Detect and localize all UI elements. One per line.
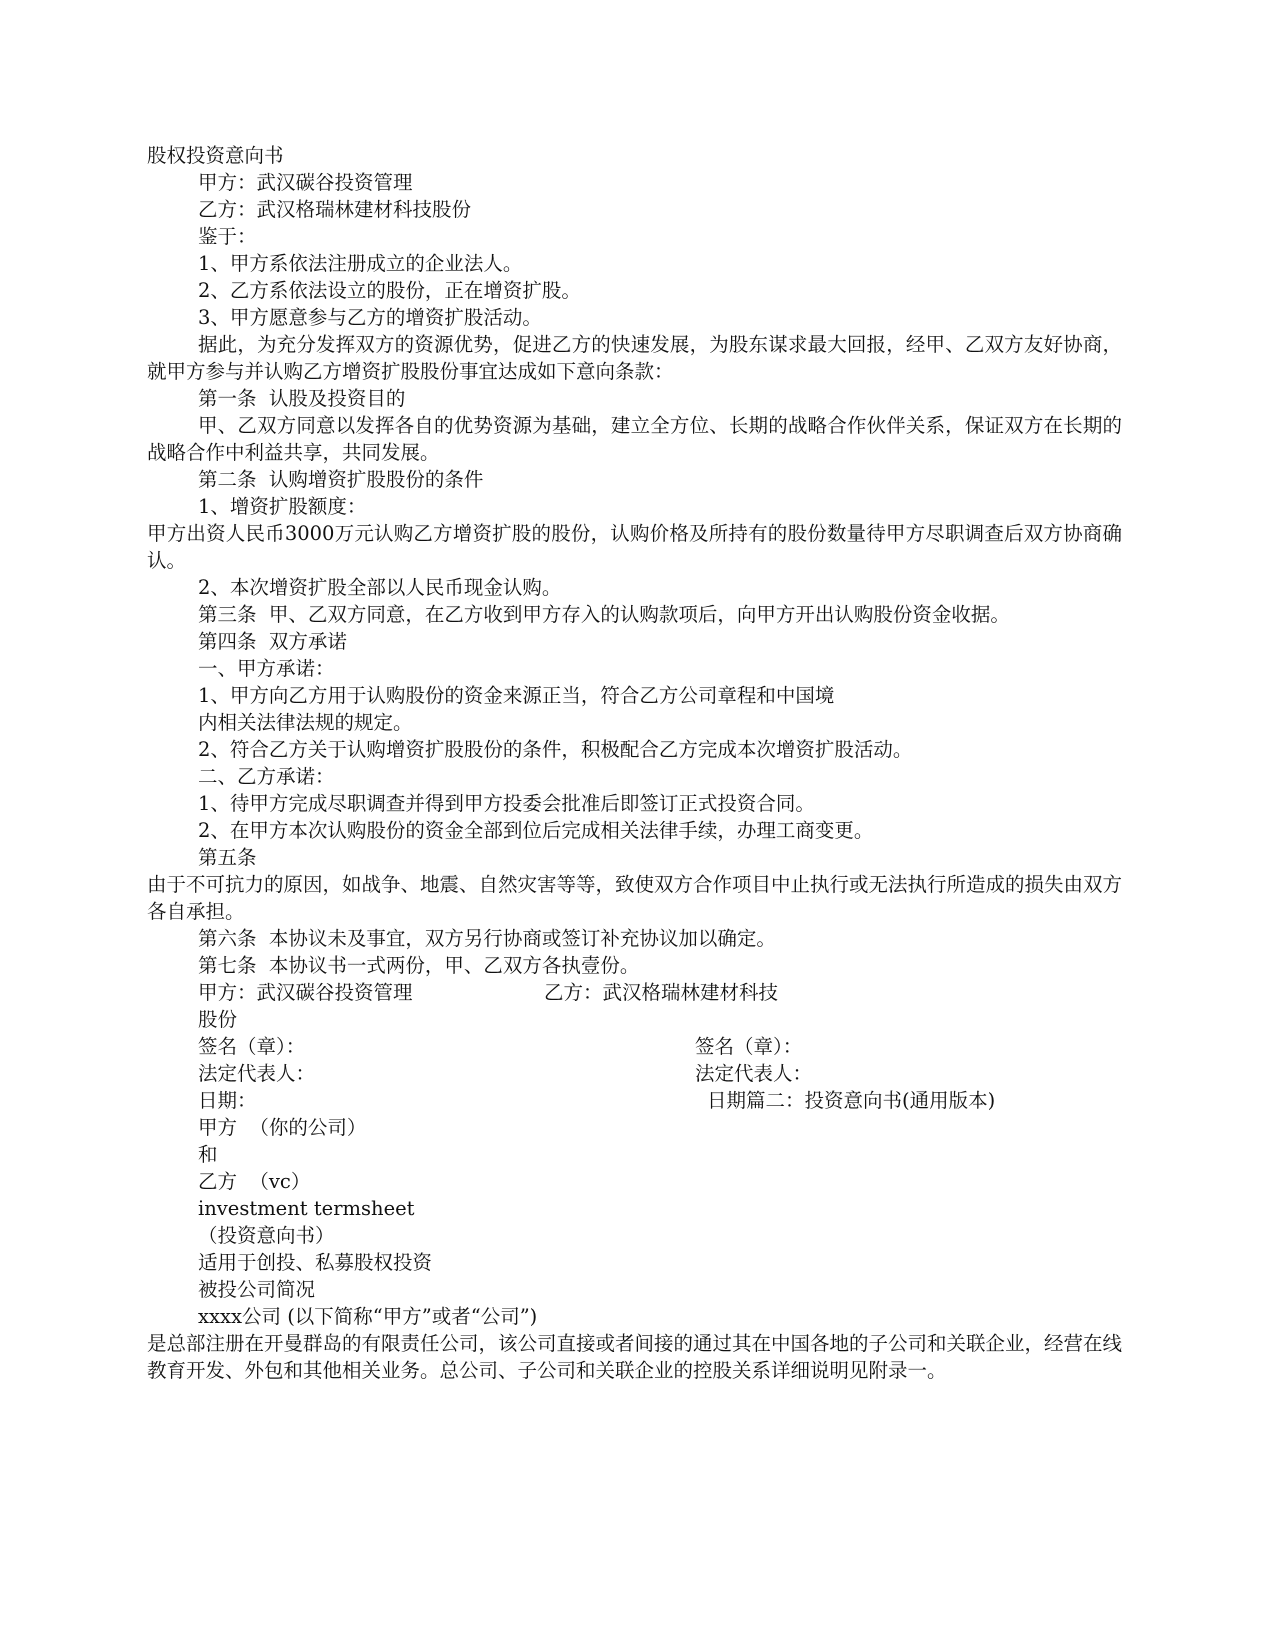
whereas-item-1: 1、甲方系依法注册成立的企业法人。: [198, 252, 523, 275]
article-1-title: 第一条 认股及投资目的: [198, 387, 406, 410]
signature-party-b-cont: 股份: [198, 1008, 238, 1031]
termsheet-party-a: 甲方 （你的公司）: [198, 1116, 367, 1139]
article-4-party-b-item-2: 2、在甲方本次认购股份的资金全部到位后完成相关法律手续，办理工商变更。: [198, 819, 874, 842]
rep-label-a: 法定代表人：: [198, 1062, 316, 1085]
rep-label-b: 法定代表人：: [695, 1062, 813, 1085]
document-page: [147, 142, 1122, 1384]
whereas-item-2: 2、乙方系依法设立的股份，正在增资扩股。: [198, 279, 581, 302]
sign-label-a: 签名（章）：: [198, 1035, 306, 1058]
article-2-item-1: 1、增资扩股额度：: [198, 495, 367, 518]
doc-title: 股权投资意向书: [147, 144, 284, 167]
party-b: 乙方：武汉格瑞林建材科技股份: [198, 198, 472, 221]
intro-paragraph: 据此，为充分发挥双方的资源优势，促进乙方的快速发展，为股东谋求最大回报，经甲、乙双方友好协商，就甲方参与并认购乙方增资扩股股份事宜达成如下意向条款：: [147, 333, 1122, 383]
article-7: 第七条 本协议书一式两份，甲、乙双方各执壹份。: [198, 954, 640, 977]
article-4-party-a-item-2: 2、符合乙方关于认购增资扩股股份的条件，积极配合乙方完成本次增资扩股活动。: [198, 738, 913, 761]
article-4-party-a-heading: 一、甲方承诺：: [198, 657, 335, 680]
article-1-body: 甲、乙双方同意以发挥各自的优势资源为基础，建立全方位、长期的战略合作伙伴关系，保证双方在长期的战略合作中利益共享，共同发展。: [147, 414, 1122, 464]
company-profile-body: 是总部注册在开曼群岛的有限责任公司，该公司直接或者间接的通过其在中国各地的子公司和关联企业，经营在线教育开发、外包和其他相关业务。总公司、子公司和关联企业的控股关系详细说明见附录一。: [147, 1332, 1123, 1382]
article-4-party-a-item-1-cont: 内相关法律法规的规定。: [198, 711, 413, 734]
article-4-party-b-heading: 二、乙方承诺：: [198, 765, 335, 788]
signature-rep-row: [147, 1060, 1122, 1087]
company-definition: xxxx公司 (以下简称“甲方”或者“公司”): [198, 1305, 538, 1328]
date-label-a: 日期：: [198, 1089, 257, 1112]
article-2-item-2: 2、本次增资扩股全部以人民币现金认购。: [198, 576, 562, 599]
article-6: 第六条 本协议未及事宜，双方另行协商或签订补充协议加以确定。: [198, 927, 776, 950]
termsheet-english-title: investment termsheet: [198, 1197, 415, 1220]
article-4-party-a-item-1: 1、甲方向乙方用于认购股份的资金来源正当，符合乙方公司章程和中国境: [198, 684, 835, 707]
whereas-heading: 鉴于：: [198, 225, 257, 248]
termsheet-chinese-title: （投资意向书）: [198, 1224, 335, 1247]
date-label-b: 日期篇二：投资意向书(通用版本): [707, 1089, 996, 1112]
termsheet-and: 和: [198, 1143, 218, 1166]
party-a: 甲方：武汉碳谷投资管理: [198, 171, 413, 194]
signature-date-row: [147, 1087, 1122, 1114]
article-2-item-1-body: 甲方出资人民币3000万元认购乙方增资扩股的股份，认购价格及所持有的股份数量待甲方尽职调查后双方协商确认。: [147, 522, 1122, 572]
signature-parties-row: [147, 979, 1122, 1006]
article-5-body: 由于不可抗力的原因，如战争、地震、自然灾害等等，致使双方合作项目中止执行或无法执行所造成的损失由双方各自承担。: [147, 873, 1123, 923]
termsheet-scope: 适用于创投、私募股权投资: [198, 1251, 433, 1274]
signature-party-b: 乙方：武汉格瑞林建材科技: [544, 981, 779, 1004]
termsheet-party-b: 乙方 （vc）: [198, 1170, 311, 1193]
signature-sign-row: [147, 1033, 1122, 1060]
signature-party-a: 甲方：武汉碳谷投资管理: [198, 981, 413, 1004]
company-profile-heading: 被投公司简况: [198, 1278, 316, 1301]
article-2-title: 第二条 认购增资扩股股份的条件: [198, 468, 484, 491]
article-5-title: 第五条: [198, 846, 257, 869]
whereas-item-3: 3、甲方愿意参与乙方的增资扩股活动。: [198, 306, 542, 329]
article-4-party-b-item-1: 1、待甲方完成尽职调查并得到甲方投委会批准后即签订正式投资合同。: [198, 792, 815, 815]
article-4-title: 第四条 双方承诺: [198, 630, 347, 653]
sign-label-b: 签名（章）：: [695, 1035, 803, 1058]
article-3: 第三条 甲、乙双方同意，在乙方收到甲方存入的认购款项后，向甲方开出认购股份资金收据。: [198, 603, 1010, 626]
